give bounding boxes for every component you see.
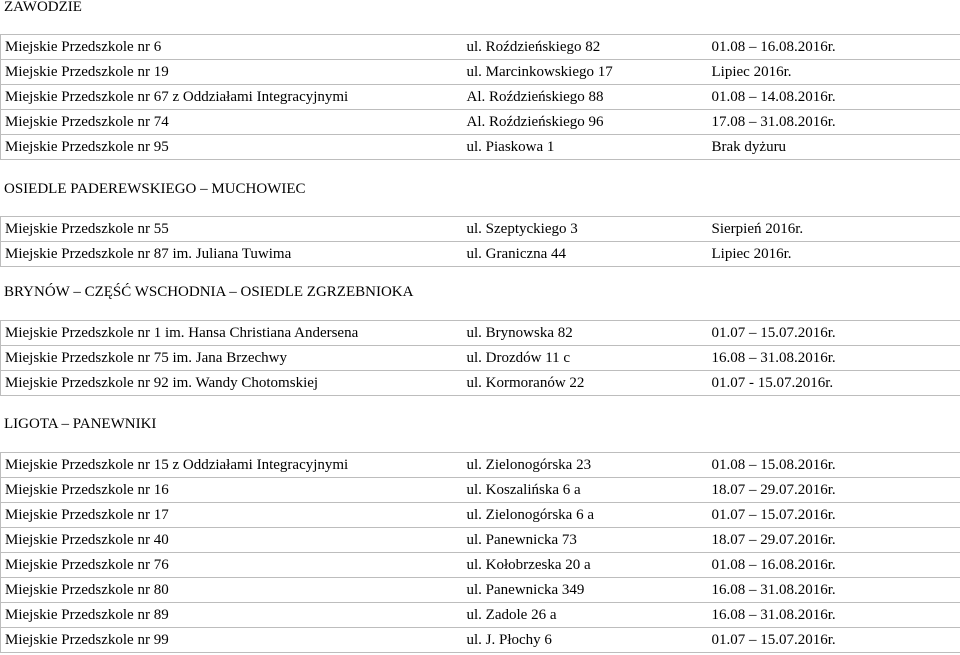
kindergarten-address: ul. Roździeńskiego 82 [463, 35, 708, 60]
duty-period: 01.08 – 16.08.2016r. [708, 35, 960, 60]
table-row [1, 478, 960, 503]
kindergarten-address: ul. Graniczna 44 [463, 242, 708, 267]
table-row [1, 217, 960, 242]
duty-period: 01.08 – 14.08.2016r. [708, 85, 960, 110]
kindergarten-address: ul. Zielonogórska 6 a [463, 503, 708, 528]
kindergarten-name: Miejskie Przedszkole nr 74 [1, 110, 463, 135]
table-row [1, 135, 960, 160]
duty-period: 01.08 – 15.08.2016r. [708, 453, 960, 478]
section-title-ligota: LIGOTA – PANEWNIKI [4, 416, 157, 432]
duty-period: 01.07 - 15.07.2016r. [708, 371, 960, 396]
kindergarten-address: ul. J. Płochy 6 [463, 628, 708, 653]
duty-period: 16.08 – 31.08.2016r. [708, 603, 960, 628]
section-title-zawodzie: ZAWODZIE [4, 0, 82, 15]
kindergarten-name: Miejskie Przedszkole nr 40 [1, 528, 463, 553]
kindergarten-name: Miejskie Przedszkole nr 67 z Oddziałami Integracyjnymi [1, 85, 463, 110]
kindergarten-name: Miejskie Przedszkole nr 76 [1, 553, 463, 578]
table-row [1, 110, 960, 135]
table-row [1, 346, 960, 371]
duty-period: 01.07 – 15.07.2016r. [708, 321, 960, 346]
section-table-ligota [0, 452, 960, 653]
kindergarten-name: Miejskie Przedszkole nr 75 im. Jana Brzechwy [1, 346, 463, 371]
kindergarten-address: ul. Marcinkowskiego 17 [463, 60, 708, 85]
duty-period: Sierpień 2016r. [708, 217, 960, 242]
kindergarten-address: ul. Kormoranów 22 [463, 371, 708, 396]
section-table-brynow [0, 320, 960, 396]
kindergarten-address: Al. Roździeńskiego 88 [463, 85, 708, 110]
table-row [1, 503, 960, 528]
section-title-paderewskiego: OSIEDLE PADEREWSKIEGO – MUCHOWIEC [4, 181, 306, 197]
duty-period: 01.07 – 15.07.2016r. [708, 628, 960, 653]
duty-period: 16.08 – 31.08.2016r. [708, 578, 960, 603]
kindergarten-address: ul. Panewnicka 73 [463, 528, 708, 553]
duty-period: Lipiec 2016r. [708, 60, 960, 85]
table-row [1, 628, 960, 653]
table-row [1, 528, 960, 553]
kindergarten-address: ul. Szeptyckiego 3 [463, 217, 708, 242]
kindergarten-address: ul. Kołobrzeska 20 a [463, 553, 708, 578]
kindergarten-address: ul. Zielonogórska 23 [463, 453, 708, 478]
duty-period: 16.08 – 31.08.2016r. [708, 346, 960, 371]
table-row [1, 578, 960, 603]
kindergarten-address: ul. Zadole 26 a [463, 603, 708, 628]
table-row [1, 60, 960, 85]
kindergarten-address: ul. Brynowska 82 [463, 321, 708, 346]
kindergarten-name: Miejskie Przedszkole nr 92 im. Wandy Chotomskiej [1, 371, 463, 396]
table-row [1, 553, 960, 578]
kindergarten-name: Miejskie Przedszkole nr 6 [1, 35, 463, 60]
table-row [1, 242, 960, 267]
section-table-paderewskiego [0, 216, 960, 267]
kindergarten-name: Miejskie Przedszkole nr 17 [1, 503, 463, 528]
kindergarten-name: Miejskie Przedszkole nr 55 [1, 217, 463, 242]
table-row [1, 35, 960, 60]
duty-period: 18.07 – 29.07.2016r. [708, 528, 960, 553]
kindergarten-name: Miejskie Przedszkole nr 89 [1, 603, 463, 628]
kindergarten-name: Miejskie Przedszkole nr 16 [1, 478, 463, 503]
table-row [1, 321, 960, 346]
kindergarten-name: Miejskie Przedszkole nr 15 z Oddziałami Integracyjnymi [1, 453, 463, 478]
duty-period: Lipiec 2016r. [708, 242, 960, 267]
duty-period: 01.07 – 15.07.2016r. [708, 503, 960, 528]
kindergarten-name: Miejskie Przedszkole nr 19 [1, 60, 463, 85]
duty-period: 18.07 – 29.07.2016r. [708, 478, 960, 503]
duty-period: Brak dyżuru [708, 135, 960, 160]
kindergarten-address: Al. Roździeńskiego 96 [463, 110, 708, 135]
table-row [1, 603, 960, 628]
section-title-brynow: BRYNÓW – CZĘŚĆ WSCHODNIA – OSIEDLE ZGRZEBNIOKA [4, 284, 414, 300]
kindergarten-address: ul. Panewnicka 349 [463, 578, 708, 603]
kindergarten-address: ul. Koszalińska 6 a [463, 478, 708, 503]
section-table-zawodzie [0, 34, 960, 160]
kindergarten-name: Miejskie Przedszkole nr 99 [1, 628, 463, 653]
duty-period: 17.08 – 31.08.2016r. [708, 110, 960, 135]
kindergarten-name: Miejskie Przedszkole nr 1 im. Hansa Christiana Andersena [1, 321, 463, 346]
kindergarten-name: Miejskie Przedszkole nr 95 [1, 135, 463, 160]
table-row [1, 85, 960, 110]
kindergarten-name: Miejskie Przedszkole nr 80 [1, 578, 463, 603]
kindergarten-address: ul. Drozdów 11 c [463, 346, 708, 371]
duty-period: 01.08 – 16.08.2016r. [708, 553, 960, 578]
table-row [1, 371, 960, 396]
kindergarten-address: ul. Piaskowa 1 [463, 135, 708, 160]
table-row [1, 453, 960, 478]
kindergarten-name: Miejskie Przedszkole nr 87 im. Juliana Tuwima [1, 242, 463, 267]
